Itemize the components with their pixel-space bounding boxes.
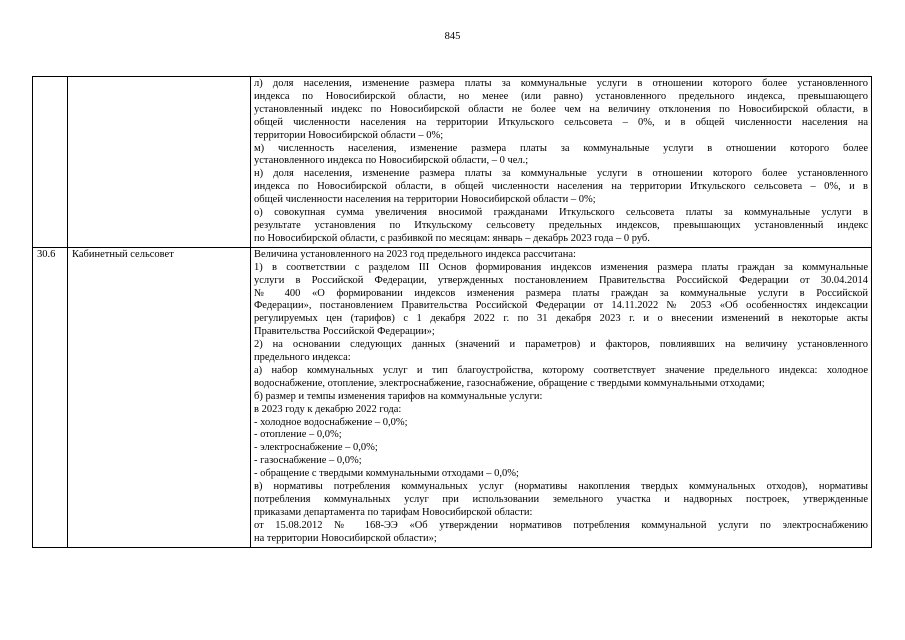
paragraph-line: 1) в соответствии с разделом III Основ формирования индексов изменения размера платы граждан за коммунальные (254, 261, 868, 273)
paragraph-line: н) доля населения, изменение размера платы за коммунальные услуги в отношении которого более установленного (254, 168, 868, 180)
paragraph-line: - холодное водоснабжение – 0,0%; (254, 416, 408, 428)
paragraph-line: № 400 «О формировании индексов изменения размера платы граждан за коммунальные услуги в Российской (254, 287, 868, 299)
paragraph-line: установленного индекса по Новосибирской области, – 0 чел.; (254, 155, 529, 167)
paragraph (251, 207, 871, 246)
row-number-cell (33, 77, 68, 248)
paragraph (251, 262, 871, 339)
paragraph-line: индекса по Новосибирской области, но менее (или равно) установленного предельного индекса, превышающего (254, 90, 868, 102)
paragraph (251, 442, 871, 455)
paragraph (251, 249, 871, 262)
paragraph (251, 417, 871, 430)
paragraph-line: водоснабжение, отопление, электроснабжение, газоснабжение, обращение с твердыми коммунальными отходами; (254, 377, 765, 389)
paragraph (251, 78, 871, 143)
municipality-name: Кабинетный сельсовет (72, 248, 174, 260)
paragraph-line: а) набор коммунальных услуг и тип благоустройства, которому соответствует значение предельного индекса: холодное (254, 364, 868, 376)
table-row (33, 77, 872, 248)
paragraph-line: о) совокупная сумма увеличения вносимой гражданами Иткульского сельсовета платы за коммунальные услуги в (254, 207, 868, 219)
paragraph-line: - отопление – 0,0%; (254, 429, 342, 441)
paragraph-line: Величина установленного на 2023 год предельного индекса рассчитана: (254, 248, 576, 260)
paragraph-line: Федерации», постановлением Правительства Российской Федерации от 14.11.2022 № 2053 «Об особенностях индексации (254, 300, 868, 312)
paragraph-line: регулируемых цен (тарифов) с 1 декабря 2022 г. по 31 декабря 2023 г. и о внесении изменений в некоторые акты (254, 313, 868, 325)
paragraph (251, 455, 871, 468)
paragraph-line: результате установления по Иткульскому сельсовету предельных индексов, превышающих установленный индекс (254, 219, 868, 231)
row-number-cell (33, 247, 68, 547)
paragraph-line: Правительства Российской Федерации»; (254, 326, 435, 338)
paragraph-line: - обращение с твердыми коммунальными отходами – 0,0%; (254, 468, 519, 480)
table-row (33, 247, 872, 547)
paragraph-line: общей численности населения на территории Новосибирской области – 0%; (254, 194, 596, 206)
paragraph (251, 468, 871, 481)
municipality-name-cell (68, 77, 251, 248)
paragraph-line: предельного индекса: (254, 352, 351, 364)
paragraph (251, 365, 871, 391)
paragraph-line: в 2023 году к декабрю 2022 года: (254, 403, 402, 415)
paragraph-line: - газоснабжение – 0,0%; (254, 455, 362, 467)
paragraph (251, 168, 871, 207)
paragraph (251, 429, 871, 442)
paragraph-line: 2) на основании следующих данных (значений и параметров) и факторов, повлиявших на величину установленного (254, 339, 868, 351)
row-number: 30.6 (37, 248, 56, 260)
paragraph (251, 481, 871, 520)
paragraph (251, 339, 871, 365)
description-cell (251, 247, 872, 547)
paragraph-line: б) размер и темпы изменения тарифов на коммунальные услуги: (254, 390, 543, 402)
paragraph (251, 404, 871, 417)
paragraph-line: установленный индекс по Новосибирской области не более чем на величину отклонения по Новосибирской области, в (254, 103, 868, 115)
paragraph-line: индекса по Новосибирской области, в общей численности населения на территории Иткульского сельсовета – 0%, и в (254, 181, 868, 193)
paragraph-line: в) нормативы потребления коммунальных услуг (нормативы накопления твердых коммунальных отходов), нормативы (254, 481, 868, 493)
paragraph (251, 520, 871, 546)
paragraph-line: приказами департамента по тарифам Новосибирской области: (254, 506, 533, 518)
paragraph-line: м) численность населения, изменение размера платы за коммунальные услуги в отношении которого более (254, 142, 868, 154)
paragraph (251, 143, 871, 169)
description-cell (251, 77, 872, 248)
paragraph-line: общей численности населения на территории Иткульского сельсовета – 0%, и в общей численности населения на (254, 116, 868, 128)
page-number: 845 (444, 31, 461, 42)
municipality-name-cell (68, 247, 251, 547)
paragraph-line: по Новосибирской области, с разбивкой по месяцам: январь – декабрь 2023 года – 0 руб. (254, 232, 650, 244)
paragraph-line: от 15.08.2012 № 168-ЭЭ «Об утверждении нормативов потребления коммунальной услуги по электроснабжению (254, 519, 868, 531)
paragraph-line: на территории Новосибирской области»; (254, 532, 437, 544)
paragraph-line: - электроснабжение – 0,0%; (254, 442, 378, 454)
paragraph-line: потребления коммунальных услуг при использовании земельного участка и надворных построек, утвержденные (254, 494, 868, 505)
paragraph-line: территории Новосибирской области – 0%; (254, 129, 444, 141)
paragraph (251, 391, 871, 404)
paragraph-line: л) доля населения, изменение размера платы за коммунальные услуги в отношении которого более установленного (254, 78, 868, 89)
document-table (32, 76, 872, 548)
paragraph-line: услуги в Российской Федерации, утвержденных постановлением Правительства Российской Федерации от 30.04.2014 (254, 274, 868, 286)
